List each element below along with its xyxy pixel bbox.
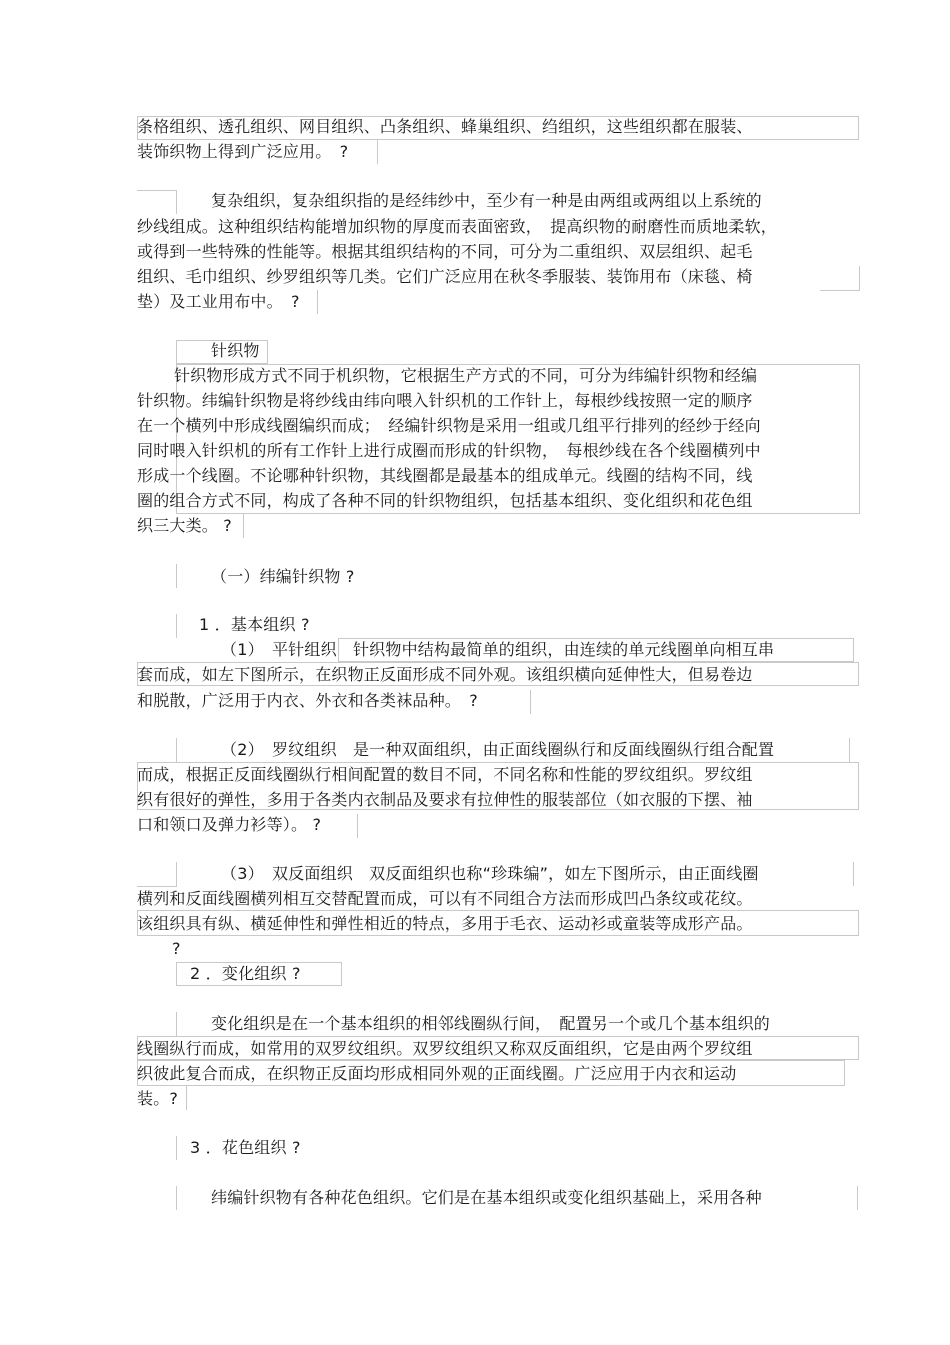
text-line: 口和领口及弹力衫等）。 ? [137, 815, 322, 834]
subsection-heading: 2 ．变化组织 ? [190, 964, 301, 983]
cell-border [859, 266, 860, 290]
cell-border [530, 690, 531, 714]
text-line: 织彼此复合而成，在织物正反面均形成相同外观的正面线圈。广泛应用于内衣和运动 [137, 1064, 737, 1083]
cell-border [176, 564, 177, 588]
cell-border [186, 1086, 187, 1110]
text-line: 或得到一些特殊的性能等。根据其组织结构的不同，可分为二重组织、双层组织、起毛 [137, 242, 753, 261]
text-line: 同时喂入针织机的所有工作针上进行成圈而形成的针织物， 每根纱线在各个线圈横列中 [137, 441, 761, 460]
text-line: 针织物。纬编针织物是将纱线由纬向喂入针织机的工作针上，每根纱线按照一定的顺序 [137, 391, 753, 410]
cell-border [137, 886, 177, 887]
text-line: 形成一个线圈。不论哪种针织物，其线圈都是最基本的组成单元。线圈的结构不同，线 [137, 466, 753, 485]
cell-border [176, 614, 177, 638]
section-heading: （一）纬编针织物 ? [211, 567, 355, 586]
cell-border [176, 738, 177, 762]
text-line: 纱线组成。这种组织结构能增加织物的厚度而表面密致， 提高织物的耐磨性而质地柔软， [137, 217, 778, 236]
cell-border [137, 190, 177, 191]
text-line: ? [172, 939, 181, 958]
text-line: 织三大类。 ? [137, 516, 232, 535]
cell-border [176, 1136, 177, 1160]
cell-border [176, 1012, 177, 1036]
cell-border [243, 514, 244, 538]
text-line: 该组织具有纵、横延伸性和弹性相近的特点，多用于毛衣、运动衫或童装等成形产品。 [137, 914, 753, 933]
text-line: 在一个横列中形成线圈编织而成； 经编针织物是采用一组或几组平行排列的经纱于经向 [137, 416, 761, 435]
subsection-heading: 1 ．基本组织 ? [199, 615, 310, 634]
text-line: （3） 双反面组织 双反面组织也称“珍珠编”，如左下图所示，由正面线圈 [221, 864, 759, 883]
text-line: 装饰织物上得到广泛应用。 ? [137, 142, 349, 161]
cell-border [176, 862, 177, 886]
text-line: 组织、毛巾组织、纱罗组织等几类。它们广泛应用在秋冬季服装、装饰用布（床毯、椅 [137, 267, 753, 286]
text-line: 圈的组合方式不同，构成了各种不同的针织物组织，包括基本组织、变化组织和花色组 [137, 491, 753, 510]
text-line: 纬编针织物有各种花色组织。它们是在基本组织或变化组织基础上，采用各种 [211, 1188, 762, 1207]
cell-border [137, 1036, 177, 1037]
text-line: 套而成，如左下图所示，在织物正反面形成不同外观。该组织横向延伸性大，但易卷边 [137, 665, 753, 684]
text-line: （1） 平针组织 针织物中结构最简单的组织，由连续的单元线圈单向相互串 [221, 640, 775, 659]
cell-border [377, 140, 378, 164]
cell-border [853, 862, 854, 886]
text-line: 变化组织是在一个基本组织的相邻线圈纵行间， 配置另一个或几个基本组织的 [211, 1014, 771, 1033]
text-line: 条格组织、透孔组织、网目组织、凸条组织、蜂巢组织、绉组织，这些组织都在服装、 [137, 117, 753, 136]
text-line: 横列和反面线圈横列相互交替配置而成，可以有不同组合方法而形成凹凸条纹或花纹。 [137, 889, 753, 908]
cell-border [357, 814, 358, 838]
cell-border [857, 1186, 858, 1210]
cell-border [317, 290, 318, 314]
text-line: 复杂组织，复杂组织指的是经纬纱中，至少有一种是由两组或两组以上系统的 [211, 191, 762, 210]
subsection-heading: 3 ．花色组织 ? [190, 1138, 301, 1157]
text-line: 装。? [137, 1089, 179, 1108]
text-line: 和脱散，广泛用于内衣、外衣和各类袜品种。 ? [137, 691, 478, 710]
cell-border [176, 1186, 177, 1210]
cell-border [820, 290, 860, 291]
text-line: 线圈纵行而成，如常用的双罗纹组织。双罗纹组织又称双反面组织，它是由两个罗纹组 [137, 1039, 753, 1058]
cell-border [176, 190, 177, 214]
text-line: 垫）及工业用布中。 ? [137, 292, 300, 311]
text-line: 针织物形成方式不同于机织物，它根据生产方式的不同，可分为纬编针织物和经编 [174, 366, 758, 385]
text-line: （2） 罗纹组织 是一种双面组织，由正面线圈纵行和反面线圈纵行组合配置 [221, 740, 775, 759]
cell-border [849, 738, 850, 762]
text-line: 织有很好的弹性，多用于各类内衣制品及要求有拉伸性的服装部位（如衣服的下摆、袖 [137, 790, 753, 809]
text-line: 而成，根据正反面线圈纵行相间配置的数目不同，不同名称和性能的罗纹组织。罗纹组 [137, 765, 753, 784]
section-heading: 针织物 [211, 341, 260, 360]
